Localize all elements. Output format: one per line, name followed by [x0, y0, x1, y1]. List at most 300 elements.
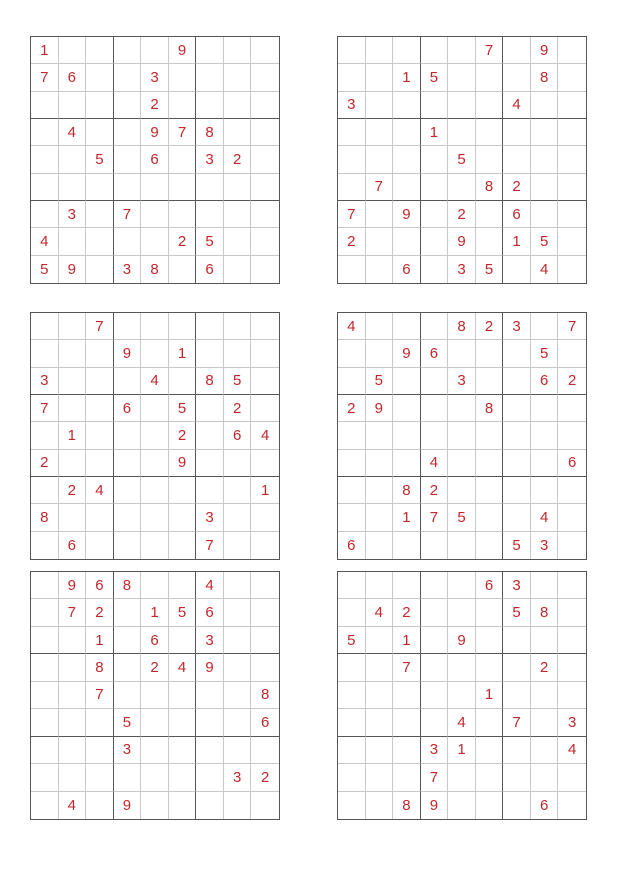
puzzle-6-cell-r5c9[interactable]: [558, 682, 586, 709]
puzzle-1-cell-r5c3[interactable]: 5: [86, 146, 114, 173]
puzzle-1-cell-r8c7[interactable]: 5: [196, 228, 224, 255]
puzzle-4-cell-r1c9[interactable]: 7: [558, 313, 586, 340]
puzzle-1-cell-r6c2[interactable]: [59, 174, 87, 201]
puzzle-3-cell-r1c7[interactable]: [196, 313, 224, 340]
puzzle-5-cell-r7c1[interactable]: [31, 737, 59, 764]
puzzle-4-cell-r4c7[interactable]: [503, 395, 531, 422]
puzzle-1-cell-r4c6[interactable]: 7: [169, 119, 197, 146]
puzzle-4-cell-r6c8[interactable]: [531, 450, 559, 477]
puzzle-1-cell-r3c3[interactable]: [86, 92, 114, 119]
puzzle-1-cell-r6c8[interactable]: [224, 174, 252, 201]
puzzle-3-cell-r6c8[interactable]: [224, 450, 252, 477]
puzzle-3-cell-r3c9[interactable]: [251, 368, 279, 395]
puzzle-1-cell-r2c3[interactable]: [86, 64, 114, 91]
puzzle-6-cell-r6c1[interactable]: [338, 709, 366, 736]
puzzle-1-cell-r1c9[interactable]: [251, 37, 279, 64]
puzzle-1-cell-r9c4[interactable]: 3: [114, 256, 142, 283]
puzzle-3-cell-r6c7[interactable]: [196, 450, 224, 477]
puzzle-1-cell-r3c8[interactable]: [224, 92, 252, 119]
puzzle-2-cell-r8c3[interactable]: [393, 228, 421, 255]
puzzle-2-cell-r5c1[interactable]: [338, 146, 366, 173]
puzzle-2-cell-r9c8[interactable]: 4: [531, 256, 559, 283]
puzzle-2-cell-r6c1[interactable]: [338, 174, 366, 201]
puzzle-6-cell-r7c6[interactable]: [476, 737, 504, 764]
puzzle-2-cell-r6c3[interactable]: [393, 174, 421, 201]
puzzle-2-cell-r5c5[interactable]: 5: [448, 146, 476, 173]
puzzle-3-cell-r7c3[interactable]: 4: [86, 477, 114, 504]
puzzle-4-cell-r5c8[interactable]: [531, 422, 559, 449]
puzzle-3-cell-r4c2[interactable]: [59, 395, 87, 422]
puzzle-2-cell-r2c5[interactable]: [448, 64, 476, 91]
puzzle-5-cell-r9c2[interactable]: 4: [59, 792, 87, 819]
puzzle-5-cell-r3c1[interactable]: [31, 627, 59, 654]
puzzle-6-cell-r9c4[interactable]: 9: [421, 792, 449, 819]
puzzle-4-cell-r7c8[interactable]: [531, 477, 559, 504]
puzzle-2-cell-r8c2[interactable]: [366, 228, 394, 255]
puzzle-3-cell-r7c2[interactable]: 2: [59, 477, 87, 504]
puzzle-1-cell-r8c3[interactable]: [86, 228, 114, 255]
puzzle-3-cell-r4c6[interactable]: 5: [169, 395, 197, 422]
puzzle-5-cell-r4c7[interactable]: 9: [196, 654, 224, 681]
puzzle-5-cell-r4c2[interactable]: [59, 654, 87, 681]
puzzle-1-cell-r4c9[interactable]: [251, 119, 279, 146]
puzzle-3-cell-r5c9[interactable]: 4: [251, 422, 279, 449]
puzzle-2-cell-r7c3[interactable]: 9: [393, 201, 421, 228]
puzzle-4-cell-r8c2[interactable]: [366, 504, 394, 531]
puzzle-1-cell-r5c7[interactable]: 3: [196, 146, 224, 173]
puzzle-1-cell-r9c6[interactable]: [169, 256, 197, 283]
puzzle-4-cell-r5c6[interactable]: [476, 422, 504, 449]
puzzle-5-cell-r3c8[interactable]: [224, 627, 252, 654]
puzzle-3-cell-r1c9[interactable]: [251, 313, 279, 340]
puzzle-4-cell-r9c4[interactable]: [421, 532, 449, 559]
puzzle-2-cell-r3c2[interactable]: [366, 92, 394, 119]
puzzle-1-cell-r1c3[interactable]: [86, 37, 114, 64]
puzzle-2-cell-r9c9[interactable]: [558, 256, 586, 283]
puzzle-4-cell-r2c9[interactable]: [558, 340, 586, 367]
puzzle-4-cell-r5c9[interactable]: [558, 422, 586, 449]
puzzle-4-cell-r3c1[interactable]: [338, 368, 366, 395]
puzzle-1-cell-r3c9[interactable]: [251, 92, 279, 119]
puzzle-2-cell-r7c8[interactable]: [531, 201, 559, 228]
puzzle-4-cell-r3c6[interactable]: [476, 368, 504, 395]
puzzle-4-cell-r9c2[interactable]: [366, 532, 394, 559]
puzzle-6-cell-r7c1[interactable]: [338, 737, 366, 764]
puzzle-6-cell-r8c9[interactable]: [558, 764, 586, 791]
puzzle-4-cell-r8c6[interactable]: [476, 504, 504, 531]
puzzle-6-cell-r7c8[interactable]: [531, 737, 559, 764]
puzzle-4-cell-r9c8[interactable]: 3: [531, 532, 559, 559]
puzzle-6-cell-r7c4[interactable]: 3: [421, 737, 449, 764]
puzzle-2-cell-r4c2[interactable]: [366, 119, 394, 146]
puzzle-2-cell-r3c9[interactable]: [558, 92, 586, 119]
puzzle-5-cell-r6c2[interactable]: [59, 709, 87, 736]
puzzle-3-cell-r8c6[interactable]: [169, 504, 197, 531]
puzzle-3-cell-r5c3[interactable]: [86, 422, 114, 449]
puzzle-6-cell-r3c4[interactable]: [421, 627, 449, 654]
puzzle-3-cell-r1c8[interactable]: [224, 313, 252, 340]
puzzle-1-cell-r8c8[interactable]: [224, 228, 252, 255]
puzzle-1-cell-r6c3[interactable]: [86, 174, 114, 201]
puzzle-6-cell-r8c5[interactable]: [448, 764, 476, 791]
puzzle-6-cell-r5c5[interactable]: [448, 682, 476, 709]
puzzle-6-cell-r4c8[interactable]: 2: [531, 654, 559, 681]
puzzle-5-cell-r8c5[interactable]: [141, 764, 169, 791]
puzzle-6-cell-r9c1[interactable]: [338, 792, 366, 819]
puzzle-2-cell-r8c8[interactable]: 5: [531, 228, 559, 255]
puzzle-4-cell-r6c7[interactable]: [503, 450, 531, 477]
puzzle-3-cell-r4c3[interactable]: [86, 395, 114, 422]
puzzle-2-cell-r1c2[interactable]: [366, 37, 394, 64]
puzzle-2-cell-r6c8[interactable]: [531, 174, 559, 201]
puzzle-5-cell-r2c7[interactable]: 6: [196, 599, 224, 626]
puzzle-3-cell-r5c5[interactable]: [141, 422, 169, 449]
puzzle-4-cell-r8c7[interactable]: [503, 504, 531, 531]
puzzle-2-cell-r4c1[interactable]: [338, 119, 366, 146]
puzzle-5-cell-r1c1[interactable]: [31, 572, 59, 599]
puzzle-3-cell-r2c8[interactable]: [224, 340, 252, 367]
puzzle-6-cell-r6c7[interactable]: 7: [503, 709, 531, 736]
puzzle-6-cell-r4c9[interactable]: [558, 654, 586, 681]
puzzle-6-cell-r6c6[interactable]: [476, 709, 504, 736]
puzzle-4-cell-r5c2[interactable]: [366, 422, 394, 449]
puzzle-2-cell-r6c7[interactable]: 2: [503, 174, 531, 201]
puzzle-3-cell-r7c1[interactable]: [31, 477, 59, 504]
puzzle-1-cell-r9c3[interactable]: [86, 256, 114, 283]
puzzle-2-cell-r1c1[interactable]: [338, 37, 366, 64]
puzzle-4-cell-r5c1[interactable]: [338, 422, 366, 449]
puzzle-1-cell-r8c1[interactable]: 4: [31, 228, 59, 255]
puzzle-3-cell-r9c3[interactable]: [86, 532, 114, 559]
puzzle-4-cell-r4c6[interactable]: 8: [476, 395, 504, 422]
puzzle-2-cell-r1c5[interactable]: [448, 37, 476, 64]
puzzle-2-cell-r6c9[interactable]: [558, 174, 586, 201]
puzzle-3-cell-r3c5[interactable]: 4: [141, 368, 169, 395]
puzzle-3-cell-r5c6[interactable]: 2: [169, 422, 197, 449]
puzzle-2-cell-r3c3[interactable]: [393, 92, 421, 119]
puzzle-1-cell-r6c6[interactable]: [169, 174, 197, 201]
puzzle-1-cell-r8c2[interactable]: [59, 228, 87, 255]
puzzle-4-cell-r2c6[interactable]: [476, 340, 504, 367]
puzzle-2-cell-r7c4[interactable]: [421, 201, 449, 228]
puzzle-5-cell-r8c8[interactable]: 3: [224, 764, 252, 791]
puzzle-4-cell-r9c1[interactable]: 6: [338, 532, 366, 559]
puzzle-5-cell-r1c6[interactable]: [169, 572, 197, 599]
puzzle-2-cell-r2c6[interactable]: [476, 64, 504, 91]
puzzle-6-cell-r4c5[interactable]: [448, 654, 476, 681]
puzzle-2-cell-r8c1[interactable]: 2: [338, 228, 366, 255]
puzzle-6-cell-r6c3[interactable]: [393, 709, 421, 736]
puzzle-3-cell-r6c9[interactable]: [251, 450, 279, 477]
puzzle-6-cell-r7c2[interactable]: [366, 737, 394, 764]
puzzle-3-cell-r4c5[interactable]: [141, 395, 169, 422]
puzzle-1-cell-r5c4[interactable]: [114, 146, 142, 173]
puzzle-2-cell-r4c4[interactable]: 1: [421, 119, 449, 146]
puzzle-2-cell-r4c9[interactable]: [558, 119, 586, 146]
puzzle-5-cell-r5c5[interactable]: [141, 682, 169, 709]
puzzle-3-cell-r1c1[interactable]: [31, 313, 59, 340]
puzzle-3-cell-r8c9[interactable]: [251, 504, 279, 531]
puzzle-5-cell-r4c3[interactable]: 8: [86, 654, 114, 681]
puzzle-3-cell-r8c7[interactable]: 3: [196, 504, 224, 531]
puzzle-1-cell-r2c9[interactable]: [251, 64, 279, 91]
puzzle-6-cell-r1c6[interactable]: 6: [476, 572, 504, 599]
puzzle-1-cell-r6c5[interactable]: [141, 174, 169, 201]
puzzle-3-cell-r3c7[interactable]: 8: [196, 368, 224, 395]
puzzle-4-cell-r3c5[interactable]: 3: [448, 368, 476, 395]
puzzle-4-cell-r9c6[interactable]: [476, 532, 504, 559]
puzzle-4-cell-r1c4[interactable]: [421, 313, 449, 340]
puzzle-3-cell-r3c1[interactable]: 3: [31, 368, 59, 395]
puzzle-4-cell-r4c4[interactable]: [421, 395, 449, 422]
puzzle-3-cell-r9c8[interactable]: [224, 532, 252, 559]
puzzle-5-cell-r2c6[interactable]: 5: [169, 599, 197, 626]
puzzle-6-cell-r3c9[interactable]: [558, 627, 586, 654]
puzzle-6-cell-r2c7[interactable]: 5: [503, 599, 531, 626]
puzzle-6-cell-r1c5[interactable]: [448, 572, 476, 599]
puzzle-3-cell-r6c3[interactable]: [86, 450, 114, 477]
puzzle-1-cell-r5c2[interactable]: [59, 146, 87, 173]
puzzle-5-cell-r2c4[interactable]: [114, 599, 142, 626]
puzzle-3-cell-r6c4[interactable]: [114, 450, 142, 477]
puzzle-5-cell-r9c9[interactable]: [251, 792, 279, 819]
puzzle-1-cell-r4c2[interactable]: 4: [59, 119, 87, 146]
puzzle-5-cell-r5c3[interactable]: 7: [86, 682, 114, 709]
puzzle-4-cell-r5c5[interactable]: [448, 422, 476, 449]
puzzle-2-cell-r9c3[interactable]: 6: [393, 256, 421, 283]
puzzle-5-cell-r7c8[interactable]: [224, 737, 252, 764]
puzzle-1-cell-r6c4[interactable]: [114, 174, 142, 201]
puzzle-3-cell-r2c1[interactable]: [31, 340, 59, 367]
puzzle-6-cell-r8c4[interactable]: 7: [421, 764, 449, 791]
puzzle-3-cell-r8c1[interactable]: 8: [31, 504, 59, 531]
puzzle-5-cell-r5c7[interactable]: [196, 682, 224, 709]
puzzle-6-cell-r2c1[interactable]: [338, 599, 366, 626]
puzzle-4-cell-r4c9[interactable]: [558, 395, 586, 422]
puzzle-4-cell-r3c3[interactable]: [393, 368, 421, 395]
puzzle-5-cell-r5c2[interactable]: [59, 682, 87, 709]
puzzle-1-cell-r3c2[interactable]: [59, 92, 87, 119]
puzzle-4-cell-r8c1[interactable]: [338, 504, 366, 531]
puzzle-6-cell-r1c3[interactable]: [393, 572, 421, 599]
puzzle-1-cell-r9c8[interactable]: [224, 256, 252, 283]
puzzle-2-cell-r2c1[interactable]: [338, 64, 366, 91]
puzzle-4-cell-r4c2[interactable]: 9: [366, 395, 394, 422]
puzzle-5-cell-r8c2[interactable]: [59, 764, 87, 791]
puzzle-3-cell-r4c4[interactable]: 6: [114, 395, 142, 422]
puzzle-6-cell-r9c7[interactable]: [503, 792, 531, 819]
puzzle-6-cell-r5c4[interactable]: [421, 682, 449, 709]
puzzle-5-cell-r9c6[interactable]: [169, 792, 197, 819]
puzzle-4-cell-r3c2[interactable]: 5: [366, 368, 394, 395]
puzzle-2-cell-r3c5[interactable]: [448, 92, 476, 119]
puzzle-3-cell-r2c6[interactable]: 1: [169, 340, 197, 367]
puzzle-2-cell-r1c9[interactable]: [558, 37, 586, 64]
puzzle-6-cell-r3c1[interactable]: 5: [338, 627, 366, 654]
puzzle-5-cell-r2c2[interactable]: 7: [59, 599, 87, 626]
puzzle-3-cell-r9c2[interactable]: 6: [59, 532, 87, 559]
puzzle-5-cell-r8c6[interactable]: [169, 764, 197, 791]
puzzle-2-cell-r8c7[interactable]: 1: [503, 228, 531, 255]
puzzle-2-cell-r6c6[interactable]: 8: [476, 174, 504, 201]
puzzle-5-cell-r6c8[interactable]: [224, 709, 252, 736]
puzzle-3-cell-r3c6[interactable]: [169, 368, 197, 395]
puzzle-5-cell-r5c6[interactable]: [169, 682, 197, 709]
puzzle-5-cell-r5c4[interactable]: [114, 682, 142, 709]
puzzle-6-cell-r4c6[interactable]: [476, 654, 504, 681]
puzzle-5-cell-r8c1[interactable]: [31, 764, 59, 791]
puzzle-5-cell-r6c5[interactable]: [141, 709, 169, 736]
puzzle-6-cell-r5c1[interactable]: [338, 682, 366, 709]
puzzle-1-cell-r5c9[interactable]: [251, 146, 279, 173]
puzzle-6-cell-r2c3[interactable]: 2: [393, 599, 421, 626]
puzzle-3-cell-r2c9[interactable]: [251, 340, 279, 367]
puzzle-3-cell-r8c5[interactable]: [141, 504, 169, 531]
puzzle-6-cell-r5c2[interactable]: [366, 682, 394, 709]
puzzle-2-cell-r1c4[interactable]: [421, 37, 449, 64]
puzzle-2-cell-r2c8[interactable]: 8: [531, 64, 559, 91]
puzzle-4-cell-r7c9[interactable]: [558, 477, 586, 504]
puzzle-6-cell-r6c9[interactable]: 3: [558, 709, 586, 736]
puzzle-6-cell-r3c8[interactable]: [531, 627, 559, 654]
puzzle-3-cell-r9c7[interactable]: 7: [196, 532, 224, 559]
puzzle-3-cell-r2c2[interactable]: [59, 340, 87, 367]
puzzle-1-cell-r4c8[interactable]: [224, 119, 252, 146]
puzzle-3-cell-r2c4[interactable]: 9: [114, 340, 142, 367]
puzzle-1-cell-r4c7[interactable]: 8: [196, 119, 224, 146]
puzzle-1-cell-r1c6[interactable]: 9: [169, 37, 197, 64]
puzzle-6-cell-r7c9[interactable]: 4: [558, 737, 586, 764]
puzzle-1-cell-r8c6[interactable]: 2: [169, 228, 197, 255]
puzzle-5-cell-r6c3[interactable]: [86, 709, 114, 736]
puzzle-4-cell-r5c4[interactable]: [421, 422, 449, 449]
puzzle-3-cell-r3c3[interactable]: [86, 368, 114, 395]
puzzle-4-cell-r2c7[interactable]: [503, 340, 531, 367]
puzzle-3-cell-r6c2[interactable]: [59, 450, 87, 477]
puzzle-5-cell-r2c1[interactable]: [31, 599, 59, 626]
puzzle-1-cell-r7c8[interactable]: [224, 201, 252, 228]
puzzle-2-cell-r5c4[interactable]: [421, 146, 449, 173]
puzzle-1-cell-r1c7[interactable]: [196, 37, 224, 64]
puzzle-4-cell-r6c2[interactable]: [366, 450, 394, 477]
puzzle-6-cell-r2c4[interactable]: [421, 599, 449, 626]
puzzle-3-cell-r8c4[interactable]: [114, 504, 142, 531]
puzzle-4-cell-r7c3[interactable]: 8: [393, 477, 421, 504]
puzzle-4-cell-r1c1[interactable]: 4: [338, 313, 366, 340]
puzzle-5-cell-r3c7[interactable]: 3: [196, 627, 224, 654]
puzzle-5-cell-r4c4[interactable]: [114, 654, 142, 681]
puzzle-4-cell-r2c4[interactable]: 6: [421, 340, 449, 367]
puzzle-6-cell-r1c2[interactable]: [366, 572, 394, 599]
puzzle-4-cell-r7c1[interactable]: [338, 477, 366, 504]
puzzle-3-cell-r5c7[interactable]: [196, 422, 224, 449]
puzzle-3-cell-r7c4[interactable]: [114, 477, 142, 504]
puzzle-3-cell-r5c1[interactable]: [31, 422, 59, 449]
puzzle-5-cell-r1c3[interactable]: 6: [86, 572, 114, 599]
puzzle-4-cell-r9c7[interactable]: 5: [503, 532, 531, 559]
puzzle-1-cell-r1c4[interactable]: [114, 37, 142, 64]
puzzle-3-cell-r3c2[interactable]: [59, 368, 87, 395]
puzzle-5-cell-r3c5[interactable]: 6: [141, 627, 169, 654]
puzzle-1-cell-r8c9[interactable]: [251, 228, 279, 255]
puzzle-2-cell-r9c7[interactable]: [503, 256, 531, 283]
puzzle-2-cell-r6c4[interactable]: [421, 174, 449, 201]
puzzle-1-cell-r9c2[interactable]: 9: [59, 256, 87, 283]
puzzle-1-cell-r7c5[interactable]: [141, 201, 169, 228]
puzzle-6-cell-r6c5[interactable]: 4: [448, 709, 476, 736]
puzzle-6-cell-r8c3[interactable]: [393, 764, 421, 791]
puzzle-5-cell-r9c3[interactable]: [86, 792, 114, 819]
puzzle-6-cell-r1c4[interactable]: [421, 572, 449, 599]
puzzle-1-cell-r3c7[interactable]: [196, 92, 224, 119]
puzzle-5-cell-r6c1[interactable]: [31, 709, 59, 736]
puzzle-4-cell-r2c5[interactable]: [448, 340, 476, 367]
puzzle-6-cell-r9c5[interactable]: [448, 792, 476, 819]
puzzle-2-cell-r5c6[interactable]: [476, 146, 504, 173]
puzzle-1-cell-r9c7[interactable]: 6: [196, 256, 224, 283]
puzzle-2-cell-r3c6[interactable]: [476, 92, 504, 119]
puzzle-3-cell-r9c5[interactable]: [141, 532, 169, 559]
puzzle-2-cell-r9c1[interactable]: [338, 256, 366, 283]
puzzle-1-cell-r7c4[interactable]: 7: [114, 201, 142, 228]
puzzle-6-cell-r3c2[interactable]: [366, 627, 394, 654]
puzzle-2-cell-r6c5[interactable]: [448, 174, 476, 201]
puzzle-2-cell-r4c3[interactable]: [393, 119, 421, 146]
puzzle-2-cell-r5c2[interactable]: [366, 146, 394, 173]
puzzle-4-cell-r6c9[interactable]: 6: [558, 450, 586, 477]
puzzle-5-cell-r9c8[interactable]: [224, 792, 252, 819]
puzzle-2-cell-r9c6[interactable]: 5: [476, 256, 504, 283]
puzzle-5-cell-r1c5[interactable]: [141, 572, 169, 599]
puzzle-4-cell-r3c8[interactable]: 6: [531, 368, 559, 395]
puzzle-6-cell-r5c8[interactable]: [531, 682, 559, 709]
puzzle-2-cell-r5c8[interactable]: [531, 146, 559, 173]
puzzle-5-cell-r4c9[interactable]: [251, 654, 279, 681]
puzzle-6-cell-r4c3[interactable]: 7: [393, 654, 421, 681]
puzzle-4-cell-r6c3[interactable]: [393, 450, 421, 477]
puzzle-6-cell-r9c9[interactable]: [558, 792, 586, 819]
puzzle-6-cell-r1c9[interactable]: [558, 572, 586, 599]
puzzle-3-cell-r7c7[interactable]: [196, 477, 224, 504]
puzzle-6-cell-r4c7[interactable]: [503, 654, 531, 681]
puzzle-1-cell-r2c4[interactable]: [114, 64, 142, 91]
puzzle-6-cell-r7c3[interactable]: [393, 737, 421, 764]
puzzle-5-cell-r3c3[interactable]: 1: [86, 627, 114, 654]
puzzle-4-cell-r7c7[interactable]: [503, 477, 531, 504]
puzzle-1-cell-r4c1[interactable]: [31, 119, 59, 146]
puzzle-1-cell-r7c3[interactable]: [86, 201, 114, 228]
puzzle-3-cell-r7c6[interactable]: [169, 477, 197, 504]
puzzle-3-cell-r4c1[interactable]: 7: [31, 395, 59, 422]
puzzle-2-cell-r3c4[interactable]: [421, 92, 449, 119]
puzzle-5-cell-r3c4[interactable]: [114, 627, 142, 654]
puzzle-5-cell-r6c6[interactable]: [169, 709, 197, 736]
puzzle-4-cell-r8c3[interactable]: 1: [393, 504, 421, 531]
puzzle-2-cell-r7c1[interactable]: 7: [338, 201, 366, 228]
puzzle-2-cell-r7c2[interactable]: [366, 201, 394, 228]
puzzle-3-cell-r2c5[interactable]: [141, 340, 169, 367]
puzzle-5-cell-r3c2[interactable]: [59, 627, 87, 654]
puzzle-5-cell-r5c9[interactable]: 8: [251, 682, 279, 709]
puzzle-2-cell-r2c7[interactable]: [503, 64, 531, 91]
puzzle-5-cell-r1c2[interactable]: 9: [59, 572, 87, 599]
puzzle-4-cell-r1c3[interactable]: [393, 313, 421, 340]
puzzle-5-cell-r4c5[interactable]: 2: [141, 654, 169, 681]
puzzle-4-cell-r1c5[interactable]: 8: [448, 313, 476, 340]
puzzle-1-cell-r2c8[interactable]: [224, 64, 252, 91]
puzzle-2-cell-r6c2[interactable]: 7: [366, 174, 394, 201]
puzzle-4-cell-r4c1[interactable]: 2: [338, 395, 366, 422]
